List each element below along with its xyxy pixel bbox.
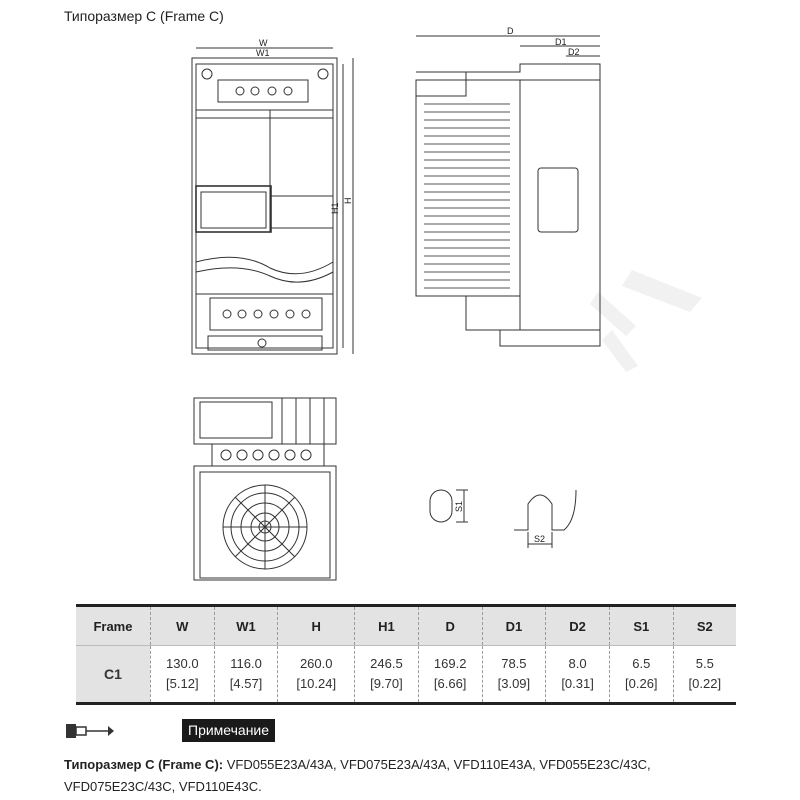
table-header: D1 (482, 606, 546, 646)
table-header: W1 (214, 606, 278, 646)
table-header-row (76, 606, 736, 646)
note-bar (64, 718, 384, 744)
table-cell (673, 646, 736, 704)
table-cell (418, 646, 482, 704)
bottom-view (194, 398, 336, 580)
table-cell (546, 646, 610, 704)
dim-h1-label: H1 (330, 202, 340, 214)
table-header: D2 (546, 606, 610, 646)
value-inch: [9.70] (370, 676, 403, 691)
table-header: S2 (673, 606, 736, 646)
table-header: W (150, 606, 214, 646)
value-inch: [0.22] (688, 676, 722, 691)
value-inch: [6.66] (433, 676, 467, 691)
dim-d2-label: D2 (568, 47, 580, 57)
table-header: Frame (76, 606, 150, 646)
table-cell (482, 646, 546, 704)
value-inch: [0.26] (625, 676, 658, 691)
value-inch: [0.31] (561, 676, 594, 691)
dim-d-label: D (507, 26, 514, 36)
dim-h-label: H (343, 197, 353, 204)
table-cell (355, 646, 419, 704)
table-cell (278, 646, 355, 704)
table-header: D (418, 606, 482, 646)
table-header: H (278, 606, 355, 646)
frame-cell: C1 (76, 646, 150, 704)
dim-w1-label: W1 (256, 48, 270, 58)
side-view (416, 36, 600, 346)
table-cell (150, 646, 214, 704)
value-inch: [4.57] (229, 676, 263, 691)
value-mm: 116.0 (230, 656, 262, 671)
value-mm: 8.0 (568, 656, 587, 671)
value-mm: 78.5 (501, 656, 527, 671)
slot-detail (430, 490, 576, 548)
note-model-list: VFD055E23A/43A, VFD075E23A/43A, VFD110E43A, VFD055E23C/43C, VFD075E23C/43C, VFD110E43C. (64, 757, 651, 794)
table-cell (214, 646, 278, 704)
table-header: S1 (609, 606, 673, 646)
table-row (76, 646, 736, 704)
value-inch: [10.24] (296, 676, 337, 691)
table-header: H1 (355, 606, 419, 646)
note-paragraph (64, 754, 764, 798)
dim-s1-label: S1 (454, 500, 464, 512)
dimensions-table (76, 604, 736, 705)
value-inch: [3.09] (497, 676, 531, 691)
watermark-logo (590, 270, 702, 372)
dim-d1-label: D1 (555, 37, 567, 47)
value-mm: 246.5 (370, 656, 403, 671)
value-mm: 6.5 (632, 656, 651, 671)
dim-w-label: W (259, 38, 268, 48)
value-mm: 260.0 (299, 656, 333, 671)
value-mm: 5.5 (695, 656, 714, 671)
pen-pointer-icon (64, 720, 114, 742)
value-mm: 130.0 (166, 656, 199, 671)
value-mm: 169.2 (433, 656, 467, 671)
note-label: Примечание (182, 719, 275, 742)
table-cell (609, 646, 673, 704)
dim-s2-label: S2 (534, 534, 546, 544)
note-bold-prefix: Типоразмер C (Frame C): (64, 757, 224, 772)
page-title: Типоразмер C (Frame C) (64, 8, 224, 24)
value-inch: [5.12] (166, 676, 199, 691)
front-view (192, 48, 353, 354)
